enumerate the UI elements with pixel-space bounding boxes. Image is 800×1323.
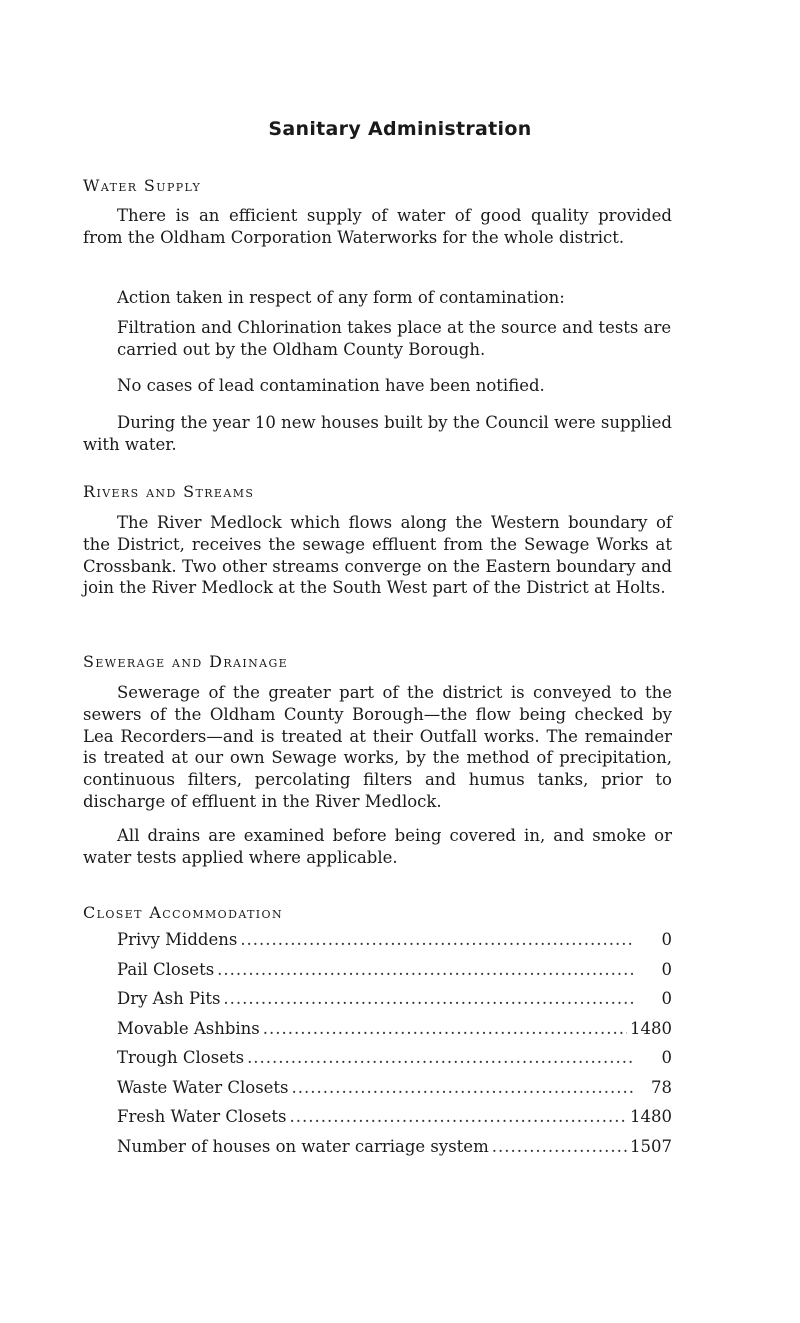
closet-row-value: 0 [661,960,672,979]
dot-leader [217,960,633,979]
water-supply-paragraph-1: There is an efficient supply of water of good quality provided from the Oldham Corporation Waterworks for the whole district. [83,206,672,247]
closet-row-value: 78 [651,1078,672,1097]
section-heading-rivers: Rivers and Streams [83,482,255,501]
closet-row [117,1137,672,1161]
page-title: Sanitary Administration [268,118,532,140]
closet-row [117,960,672,984]
closet-row-value: 0 [661,989,672,1008]
closet-row-value: 1480 [630,1107,672,1126]
section-heading-sewerage: Sewerage and Drainage [83,652,289,671]
closet-row [117,1078,672,1102]
closet-row-label: Fresh Water Closets [117,1107,287,1126]
section-heading-water-supply: Water Supply [83,176,202,195]
closet-row-label: Privy Middens [117,930,238,949]
closet-row-value: 0 [661,930,672,949]
water-supply-paragraph-3: Filtration and Chlorination takes place at the source and tests are carried out by the Oldham County Borough. [117,318,672,359]
water-supply-paragraph-2: Action taken in respect of any form of contamination: [117,288,565,307]
water-supply-paragraph-4: No cases of lead contamination have been notified. [117,376,545,395]
closet-row [117,1019,672,1043]
section-heading-closet: Closet Accommodation [83,903,283,922]
water-supply-paragraph-5: During the year 10 new houses built by the Council were supplied with water. [83,413,672,454]
closet-row-label: Trough Closets [117,1048,245,1067]
dot-leader [263,1019,627,1038]
closet-row-value: 1507 [630,1137,672,1156]
closet-row-value: 0 [661,1048,672,1067]
closet-row-label: Dry Ash Pits [117,989,221,1008]
closet-row [117,930,672,954]
closet-row [117,1048,672,1072]
closet-row-label: Number of houses on water carriage system [117,1137,489,1156]
closet-row [117,989,672,1013]
closet-row-label: Movable Ashbins [117,1019,260,1038]
closet-row-label: Waste Water Closets [117,1078,289,1097]
sewerage-paragraph-1: Sewerage of the greater part of the district is conveyed to the sewers of the Oldham County Borough—the flow being checked by Lea Recorders—and is treated at their Outfall works. The remainder is treated at our own Sewage works, by the method of precipitation, continuous filters, percolating filters and humus tanks, prior to discharge of effluent in the River Medlock. [83,683,672,811]
closet-row-label: Pail Closets [117,960,215,979]
dot-leader [223,989,633,1008]
dot-leader [290,1107,628,1126]
closet-row [117,1107,672,1131]
rivers-paragraph-1: The River Medlock which flows along the Western boundary of the District, receives the sewage effluent from the Sewage Works at Crossbank. Two other streams converge on the Eastern boundary and join the River Medlock at the South West part of the District at Holts. [83,513,672,598]
dot-leader [240,930,633,949]
dot-leader [292,1078,633,1097]
closet-row-value: 1480 [630,1019,672,1038]
dot-leader [492,1137,627,1156]
sewerage-paragraph-2: All drains are examined before being covered in, and smoke or water tests applied where applicable. [83,826,672,867]
dot-leader [247,1048,633,1067]
